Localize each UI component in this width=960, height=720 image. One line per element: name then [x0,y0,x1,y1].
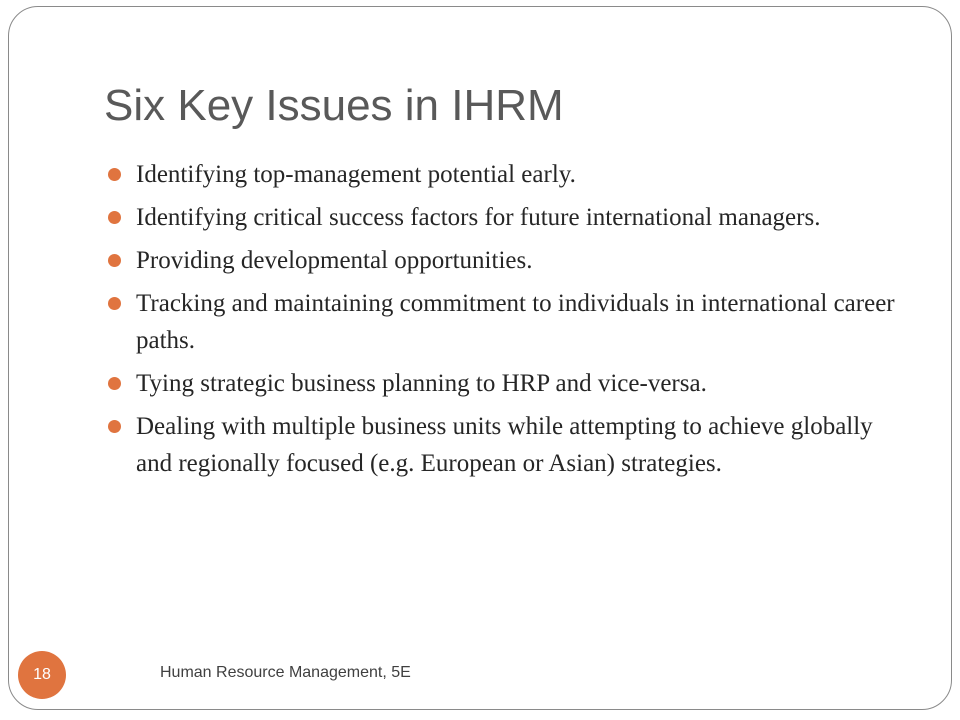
bullet-text: Tying strategic business planning to HRP and vice-versa. [136,370,707,397]
bullet-item [106,242,906,279]
bullet-dot-icon [108,420,121,433]
bullet-item [106,408,906,482]
bullet-dot-icon [108,377,121,390]
bullet-text: Dealing with multiple business units while attempting to achieve globally and regionally focused (e.g. European or Asian) strategies. [136,413,873,477]
bullet-dot-icon [108,297,121,310]
slide-title: Six Key Issues in IHRM [104,81,564,130]
bullet-dot-icon [108,254,121,267]
bullet-dot-icon [108,168,121,181]
bullet-text: Providing developmental opportunities. [136,247,533,274]
bullet-text: Identifying top-management potential early. [136,161,576,188]
bullet-item [106,365,906,402]
page-number-badge [18,651,66,699]
bullet-dot-icon [108,211,121,224]
footer-text: Human Resource Management, 5E [160,664,411,681]
page-number: 18 [33,666,51,683]
bullet-item [106,156,906,193]
bullet-list [106,156,906,488]
bullet-item [106,285,906,359]
bullet-text: Identifying critical success factors for future international managers. [136,204,821,231]
bullet-text: Tracking and maintaining commitment to individuals in international career paths. [136,290,895,354]
bullet-item [106,199,906,236]
